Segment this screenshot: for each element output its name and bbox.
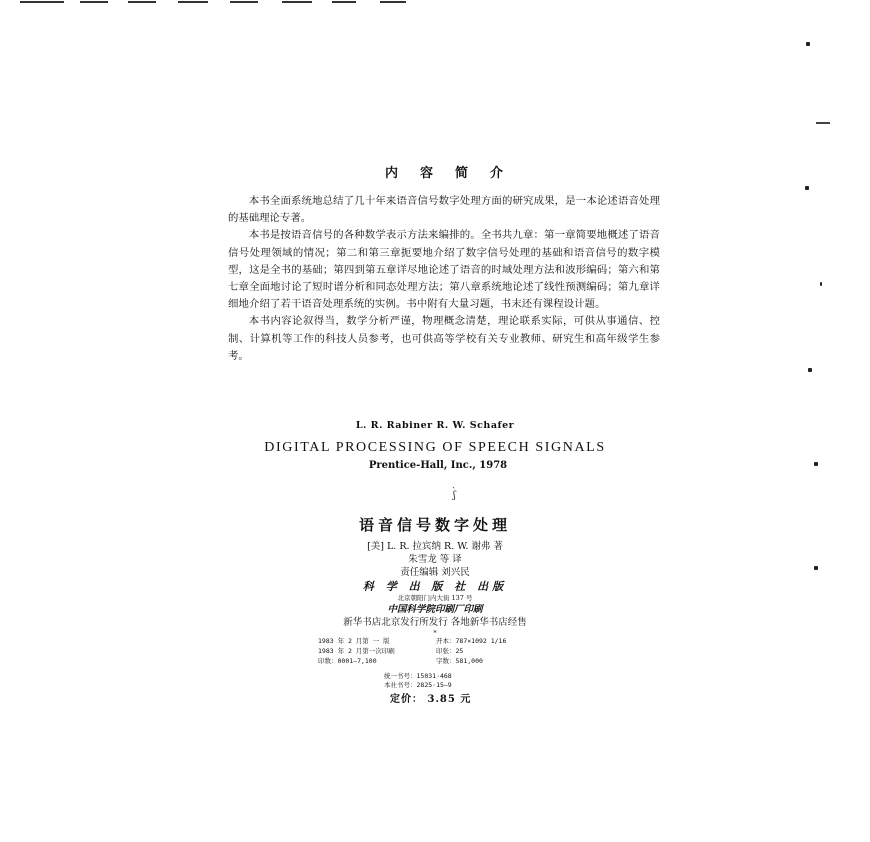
translators: 朱雪龙 等 译 [408,554,462,565]
scan-artifact [806,42,810,46]
biblio-row [318,646,558,656]
unified-book-number: 统一书号：15031·468 [384,672,452,680]
original-title: DIGITAL PROCESSING OF SPEECH SIGNALS [264,440,606,455]
synopsis-title: 内容简介 [384,166,525,181]
scan-artifact [178,1,208,3]
distributor: 新华书店北京发行所发行 各地新华书店经售 [343,617,527,628]
bibliographic-info [318,636,558,666]
chinese-edition-block [0,514,870,638]
scan-artifact: ˎ [452,478,456,489]
scan-artifact [80,1,108,3]
biblio-row [318,656,558,666]
biblio-right: 字数：581,000 [436,657,483,665]
biblio-left: 印数：0001—7,100 [318,657,377,665]
scan-artifact [805,186,809,190]
scan-artifact [282,1,312,3]
scan-artifact [20,1,64,3]
scan-artifact [332,1,356,3]
scan-artifact [380,1,406,3]
chinese-authors: [美] L. R. 拉宾纳 R. W. 谢弗 著 [367,541,503,552]
original-authors: L. R. Rabiner R. W. Schafer [355,420,515,431]
publisher-book-number: 本社书号：2825·15—9 [384,681,452,689]
scan-artifact [820,282,822,286]
biblio-row [318,636,558,646]
book-codes [384,672,452,690]
original-publisher: Prentice-Hall, Inc., 1978 [368,460,508,471]
biblio-left: 1983 年 2 月第 一 版 [318,637,390,645]
synopsis-paragraph: 本书全面系统地总结了几十年来语音信号数字处理方面的研究成果，是一本论述语音处理的基础理论专著。 [228,195,660,225]
printer: 中国科学院印刷厂印刷 [387,604,483,615]
synopsis-paragraph: 本书是按语音信号的各种数学表示方法来编排的。全书共九章：第一章简要地概述了语音信号处理领域的情况；第二和第三章扼要地介绍了数字信号处理的基础和语音信号的数字模型，这是全书的基础；第四到第五章详尽地论述了语音的时域处理方法和波形编码；第六和第七章全面地讨论了短时谱分析和同态处理方法；第八章系统地论述了线性预测编码；第九章详细地介绍了若干语音处理系统的实例。书中附有大量习题，书末还有课程设计题。 [228,229,660,311]
publisher-cn: 科 学 出 版 社 出版 [362,580,508,593]
chinese-title: 语音信号数字处理 [358,516,511,534]
editor: 责任编辑 刘兴民 [400,567,470,578]
scan-artifact [128,1,156,3]
separator-star: * [433,629,437,637]
synopsis-section [228,162,660,365]
scan-artifact [808,368,812,372]
scan-artifact [816,122,830,124]
biblio-right: 印张：25 [436,647,464,655]
price: 定价： 3.85 元 [390,694,472,705]
publisher-address: 北京朝阳门内大街 137 号 [397,594,473,602]
biblio-left: 1983 年 2 月第一次印刷 [318,647,395,655]
synopsis-paragraph: 本书内容论叙得当，数学分析严谨，物理概念清楚，理论联系实际，可供从事通信、控制、计算机等工作的科技人员参考，也可供高等学校有关专业教师、研究生和高年级学生参考。 [228,315,660,362]
scan-artifact [230,1,258,3]
biblio-right: 开本：787×1092 1/16 [436,637,507,645]
scan-artifact: ʃ [453,490,456,501]
